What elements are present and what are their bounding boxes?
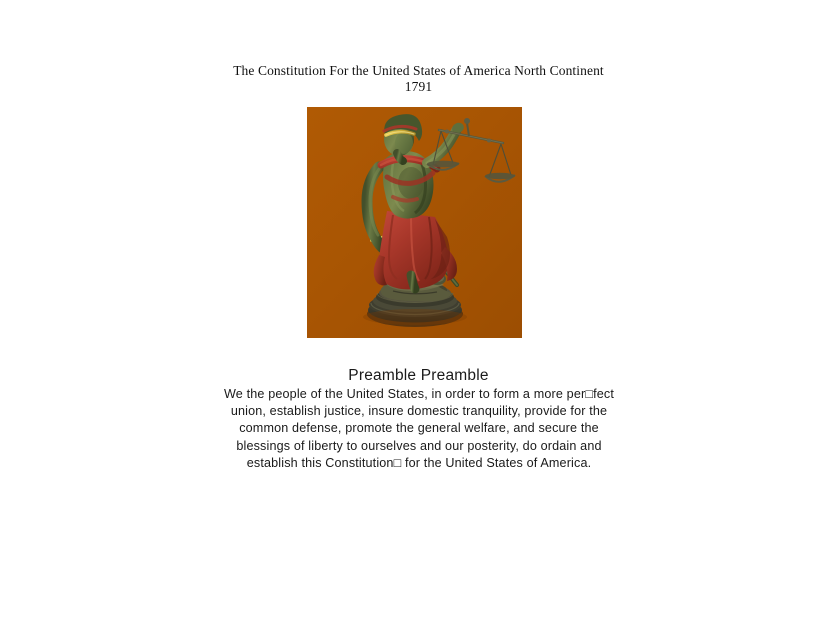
preamble-paragraph: We the people of the United States, in order to form a more per□fect union, establish justice, insure domestic tranquility, provide for the common defense, promote the general welfare, and secure the blessings of liberty to ourselves and our posterity, do ordain and establish this Constitution□ for the United States of America. [224,387,614,470]
lady-justice-statue-image [307,107,522,338]
preamble-heading: Preamble Preamble [348,367,489,384]
document-title-line-2: 1791 [404,79,433,94]
lady-justice-statue-figure [307,107,522,338]
preamble-body [223,386,615,472]
document-title-line-1: The Constitution For the United States of America North Continent [233,63,604,78]
document-title [0,63,837,95]
statue-leg [411,275,415,289]
